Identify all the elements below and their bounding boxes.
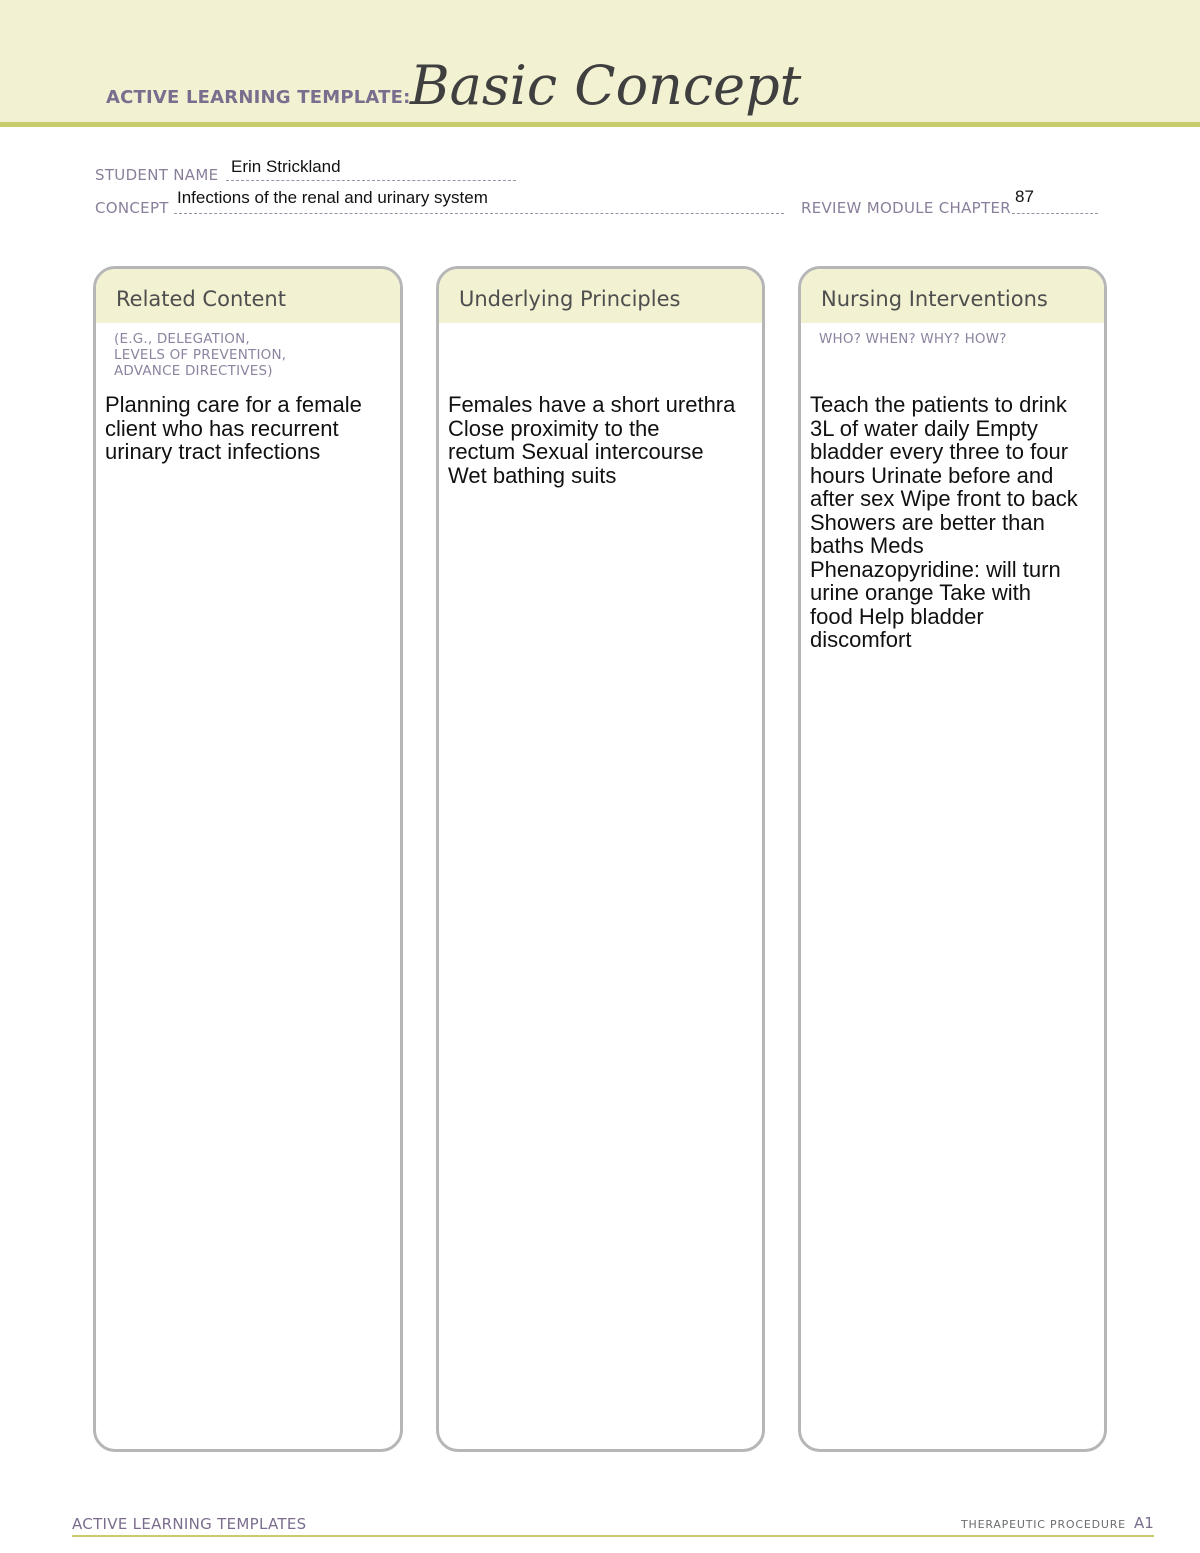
underlying-principles-box — [436, 266, 765, 1452]
review-module-line — [1012, 213, 1098, 214]
template-label: ACTIVE LEARNING TEMPLATE: — [106, 87, 411, 108]
student-name-line — [226, 180, 516, 181]
concept-label: CONCEPT — [95, 199, 169, 217]
review-module-field[interactable]: 87 — [1015, 187, 1034, 206]
underlying-principles-text[interactable]: Females have a short urethra Close proximity to the rectum Sexual intercourse Wet bathing suits — [448, 392, 736, 488]
footer-right: THERAPEUTIC PROCEDURE — [961, 1518, 1126, 1531]
box-subtitle: WHO? WHEN? WHY? HOW? — [819, 331, 1007, 347]
review-module-label: REVIEW MODULE CHAPTER — [801, 199, 1011, 217]
footer-left: ACTIVE LEARNING TEMPLATES — [72, 1515, 307, 1533]
box-title: Related Content — [116, 287, 286, 311]
box-subtitle: (E.G., DELEGATION, LEVELS OF PREVENTION, ADVANCE DIRECTIVES) — [114, 331, 287, 379]
student-name-field[interactable]: Erin Strickland — [231, 157, 341, 176]
student-name-label: STUDENT NAME — [95, 166, 219, 184]
nursing-interventions-box — [798, 266, 1107, 1452]
header-rule — [0, 122, 1200, 127]
related-content-box — [93, 266, 403, 1452]
concept-field[interactable]: Infections of the renal and urinary system — [177, 188, 488, 207]
footer-rule — [72, 1535, 1154, 1537]
footer-code: A1 — [1134, 1514, 1154, 1532]
box-title: Nursing Interventions — [821, 287, 1048, 311]
template-title: Basic Concept — [410, 54, 802, 117]
concept-line — [174, 213, 784, 214]
related-content-text[interactable]: Planning care for a female client who has recurrent urinary tract infections — [105, 392, 362, 464]
box-title: Underlying Principles — [459, 287, 681, 311]
nursing-interventions-text[interactable]: Teach the patients to drink 3L of water daily Empty bladder every three to four hours Urinate before and after sex Wipe front to back Showers are better than baths Meds Phenazopyridine: will turn urine orange Take with food Help bladder discomfort — [810, 392, 1078, 652]
